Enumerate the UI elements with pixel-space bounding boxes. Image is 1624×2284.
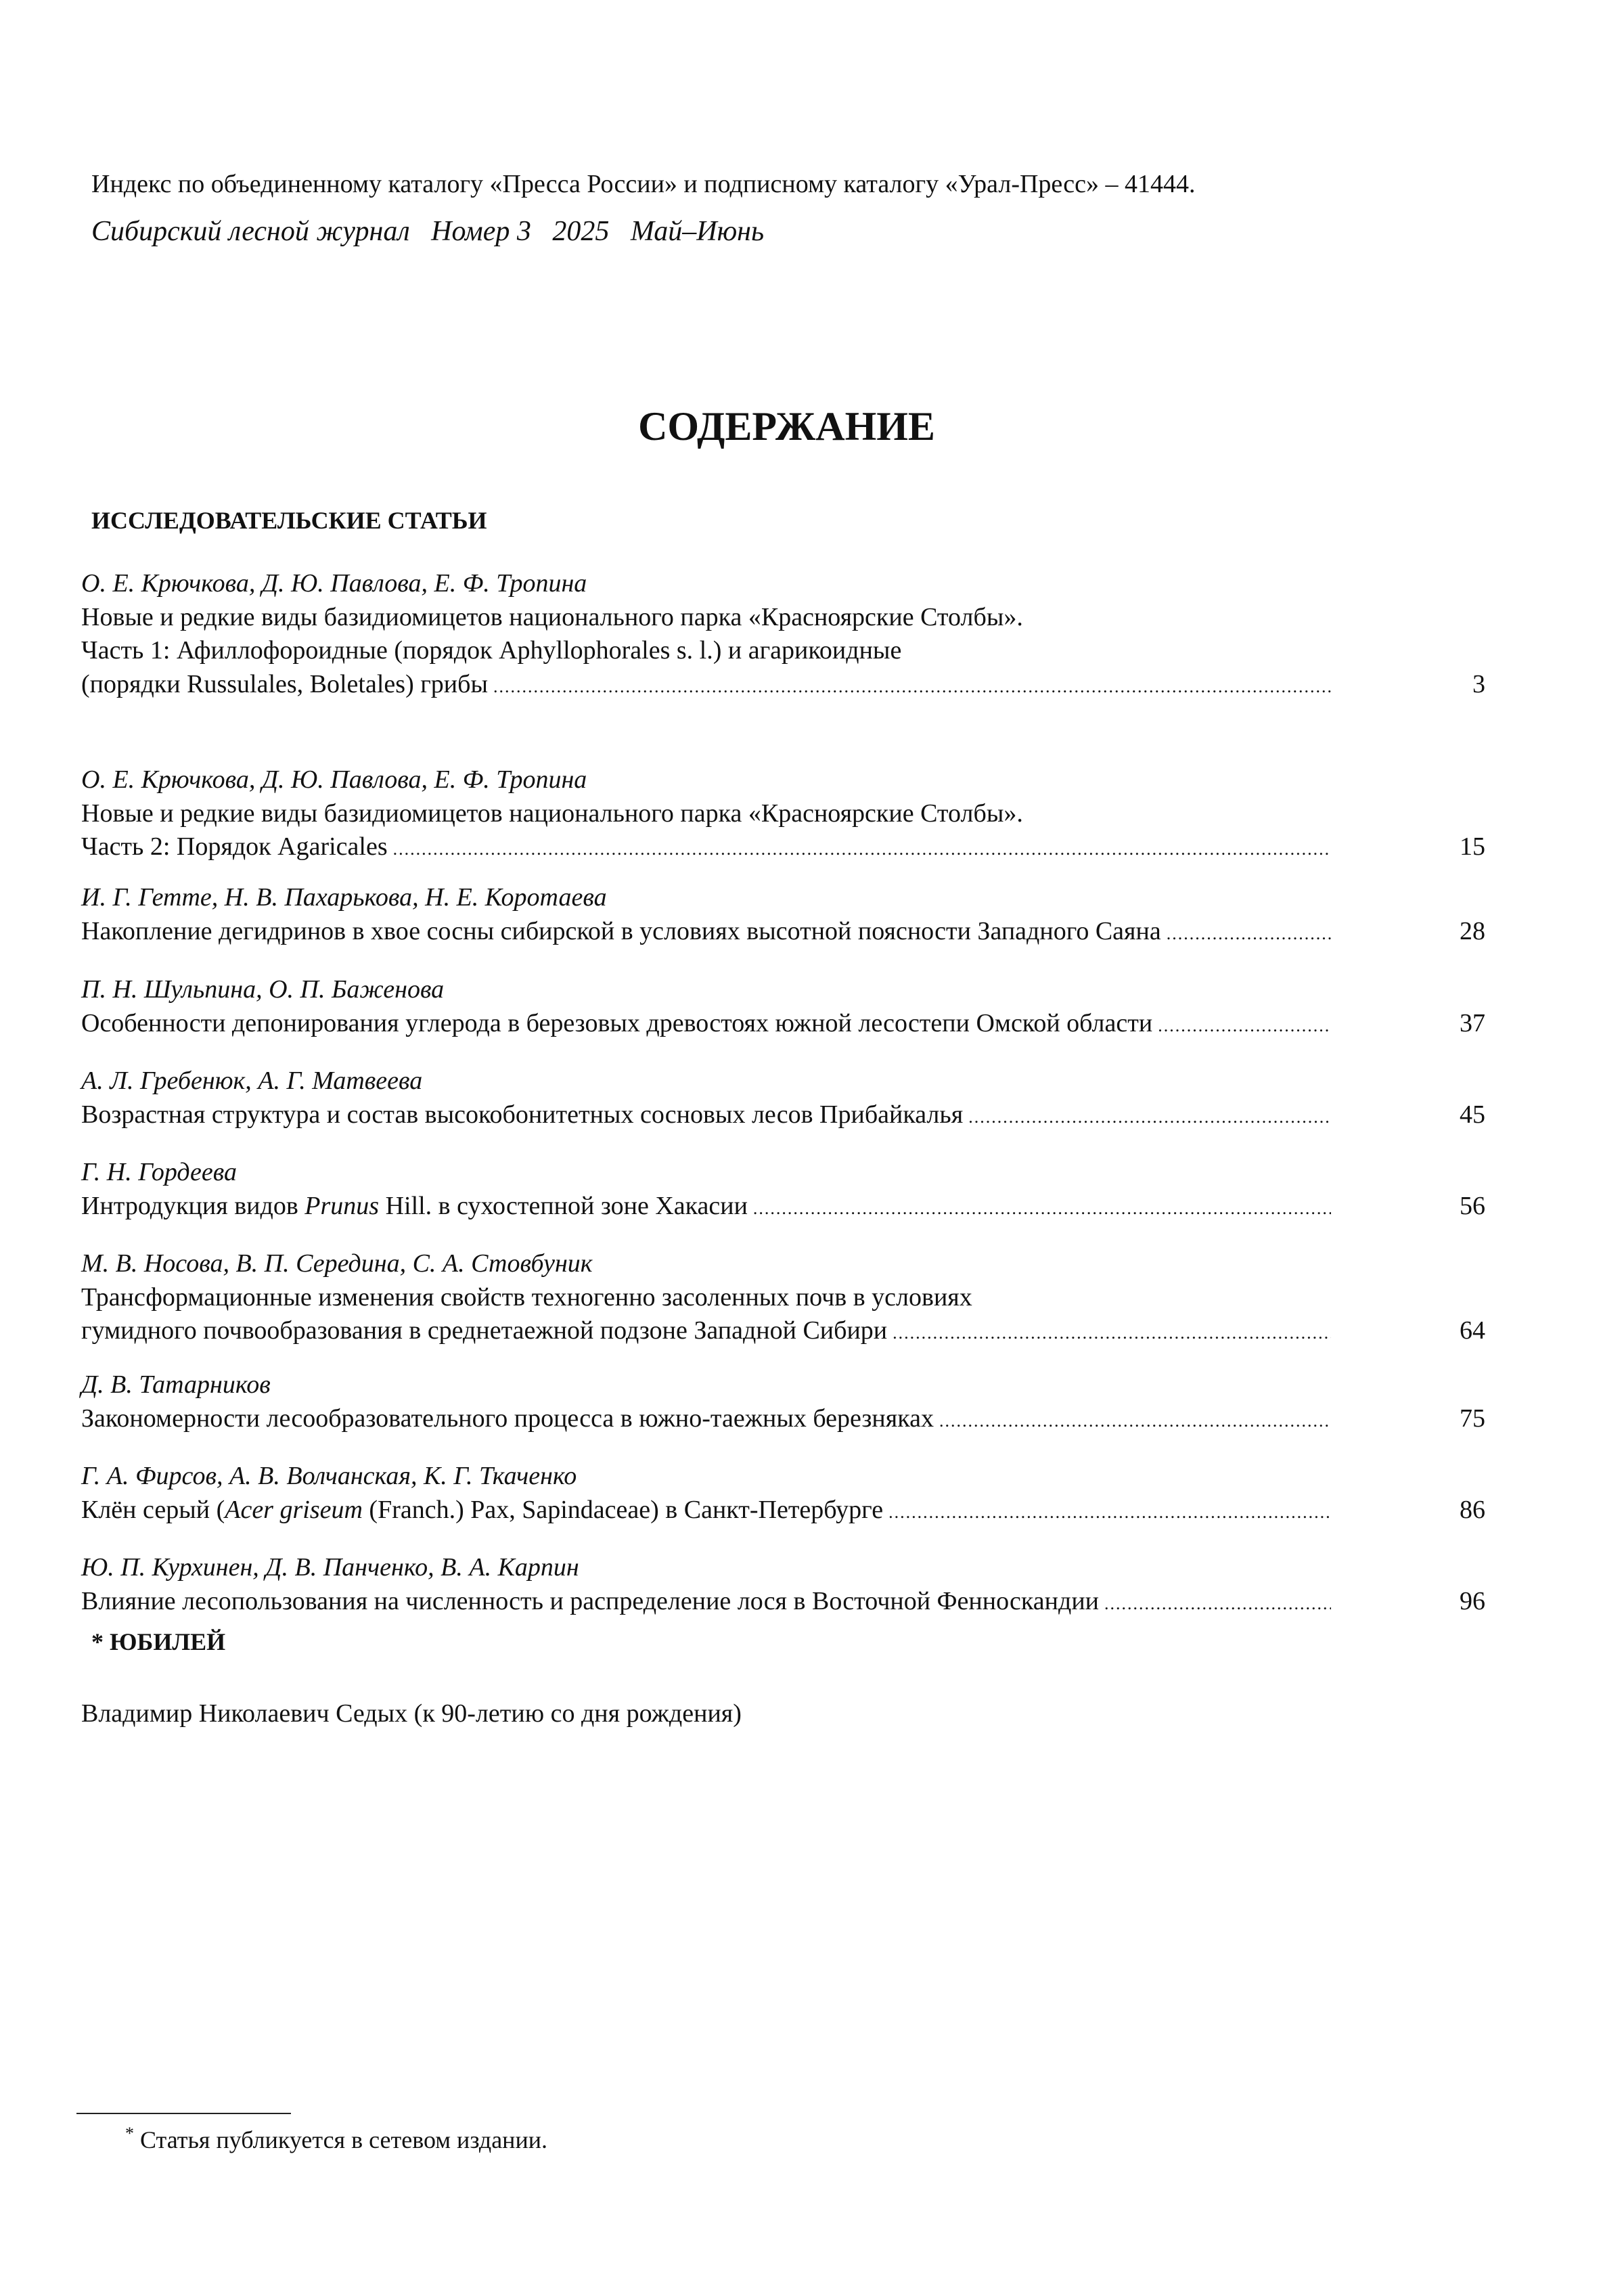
entry-title-line (81, 830, 1485, 866)
title-segment: Закономерности лесообразовательного процесса в южно-таежных березняках (81, 1404, 934, 1433)
entry-authors: Ю. П. Курхинен, Д. В. Панченко, В. А. Карпин (81, 1553, 579, 1582)
issue-months: Май–Июнь (630, 216, 765, 247)
entry-title-text (81, 1314, 887, 1348)
title-segment: Накопление дегидринов в хвое сосны сибирской в условиях высотной поясности Западного Саяна (81, 916, 1161, 945)
entry-title-line (81, 1314, 1485, 1350)
entry-title-line (81, 1007, 1485, 1043)
dot-leader (493, 670, 1331, 704)
issue-year: 2025 (552, 216, 610, 247)
journal-name: Сибирский лесной журнал (91, 216, 410, 247)
title-segment: Интродукция видов (81, 1191, 305, 1220)
entry-title-text (81, 915, 1161, 949)
page-title: СОДЕРЖАНИЕ (638, 404, 935, 449)
entry-title-line (81, 1585, 1485, 1621)
entry-title-text (81, 1007, 1152, 1041)
title-segment: Клён серый ( (81, 1495, 225, 1524)
page-number: 15 (1460, 832, 1485, 861)
entry-title-line (81, 668, 1485, 704)
entry-title-line (81, 1281, 1485, 1315)
toc-entry (81, 567, 1485, 703)
entry-title-text (81, 1283, 972, 1312)
catalog-index-line: Индекс по объединенному каталогу «Пресса России» и подписному каталогу «Урал-Пресс» – 41444. (91, 170, 1196, 198)
title-segment: Новые и редкие виды базидиомицетов национального парка «Красноярские Столбы». (81, 799, 1023, 828)
page-number: 86 (1460, 1495, 1485, 1524)
entry-authors: И. Г. Гетте, Н. В. Пахарькова, Н. Е. Коротаева (81, 883, 607, 912)
dot-leader (1104, 1587, 1331, 1621)
dot-leader (893, 1316, 1331, 1350)
entry-title-text (81, 1190, 748, 1224)
entry-authors: О. Е. Крючкова, Д. Ю. Павлова, Е. Ф. Тропина (81, 569, 587, 598)
title-segment: Влияние лесопользования на численность и распределение лося в Восточной Фенноскандии (81, 1586, 1100, 1615)
taxon-name: Prunus (304, 1191, 380, 1220)
section-heading-jubilee: * ЮБИЛЕЙ (91, 1628, 226, 1655)
page-number: 96 (1460, 1586, 1485, 1615)
toc-entry (81, 1551, 1485, 1620)
entry-title-text (81, 799, 1023, 828)
entry-authors: М. В. Носова, В. П. Середина, С. А. Стовбуник (81, 1249, 593, 1278)
toc-entry (81, 881, 1485, 950)
entry-authors: О. Е. Крючкова, Д. Ю. Павлова, Е. Ф. Тропина (81, 765, 587, 794)
jubilee-item: Владимир Николаевич Седых (к 90-летию со дня рождения) (81, 1699, 742, 1728)
dot-leader (968, 1100, 1331, 1134)
dot-leader (1167, 917, 1331, 951)
title-segment: (Franch.) Pax, Sapindaceae) в Санкт-Петербурге (362, 1495, 884, 1524)
entry-title-line (81, 1190, 1485, 1226)
title-segment: Новые и редкие виды базидиомицетов национального парка «Красноярские Столбы». (81, 602, 1023, 631)
footnote-text: Статья публикуется в сетевом издании. (134, 2126, 547, 2153)
toc-entry (81, 1368, 1485, 1437)
dot-leader (888, 1496, 1331, 1529)
entry-title-line (81, 915, 1485, 951)
page-number: 37 (1460, 1008, 1485, 1037)
page-number: 64 (1460, 1316, 1485, 1345)
entry-title-text (81, 1098, 963, 1132)
toc-entry (81, 1247, 1485, 1350)
entry-title-text (81, 603, 1023, 631)
page-number: 75 (1460, 1404, 1485, 1433)
entry-title-text (81, 1402, 934, 1436)
entry-title-text (81, 830, 388, 864)
entry-authors: Г. Н. Гордеева (81, 1158, 238, 1186)
entry-title-text (81, 1494, 883, 1527)
page-number: 56 (1460, 1191, 1485, 1220)
entry-title-line (81, 797, 1485, 831)
page-number: 28 (1460, 916, 1485, 945)
title-segment: Hill. в сухостепной зоне Хакасии (379, 1191, 748, 1220)
entry-title-text (81, 636, 901, 665)
dot-leader (939, 1404, 1331, 1438)
title-segment: Трансформационные изменения свойств техногенно засоленных почв в условиях (81, 1282, 972, 1312)
title-segment: Особенности депонирования углерода в березовых древостоях южной лесостепи Омской области (81, 1008, 1153, 1037)
title-segment: (порядки Russulales, Boletales) грибы (81, 669, 489, 698)
taxon-name: Acer griseum (225, 1495, 363, 1524)
entry-title-line (81, 601, 1485, 635)
toc-entry (81, 1065, 1485, 1134)
footnote (125, 2124, 547, 2154)
dot-leader (393, 832, 1331, 866)
issue-number: Номер 3 (431, 216, 531, 247)
journal-issue-line (91, 215, 764, 248)
entry-title-line (81, 1494, 1485, 1529)
title-segment: Часть 1: Афиллофороидные (порядок Aphyllophorales s. l.) и агарикоидные (81, 636, 902, 665)
footnote-mark: * (125, 2124, 134, 2143)
section-heading-research: ИССЛЕДОВАТЕЛЬСКИЕ СТАТЬИ (91, 507, 487, 534)
dot-leader (753, 1192, 1331, 1226)
entry-authors: Д. В. Татарников (81, 1370, 271, 1399)
dot-leader (1158, 1009, 1331, 1043)
title-segment: гумидного почвообразования в среднетаежной подзоне Западной Сибири (81, 1316, 888, 1345)
footnote-divider (76, 2113, 291, 2114)
entry-title-line (81, 1098, 1485, 1134)
title-segment: Часть 2: Порядок Agaricales (81, 832, 388, 861)
entry-title-line (81, 1402, 1485, 1438)
page-number: 3 (1472, 669, 1485, 698)
toc-entry (81, 973, 1485, 1042)
toc-entry (81, 1156, 1485, 1225)
entry-authors: Г. А. Фирсов, А. В. Волчанская, К. Г. Ткаченко (81, 1462, 577, 1490)
entry-title-text (81, 668, 488, 702)
entry-authors: П. Н. Шульпина, О. П. Баженова (81, 975, 445, 1004)
title-segment: Возрастная структура и состав высокобонитетных сосновых лесов Прибайкалья (81, 1100, 964, 1129)
entry-title-line (81, 634, 1485, 668)
entry-title-text (81, 1585, 1099, 1619)
toc-entry (81, 1460, 1485, 1529)
page-number: 45 (1460, 1100, 1485, 1129)
entry-authors: А. Л. Гребенюк, А. Г. Матвеева (81, 1067, 423, 1095)
toc-entry (81, 763, 1485, 866)
